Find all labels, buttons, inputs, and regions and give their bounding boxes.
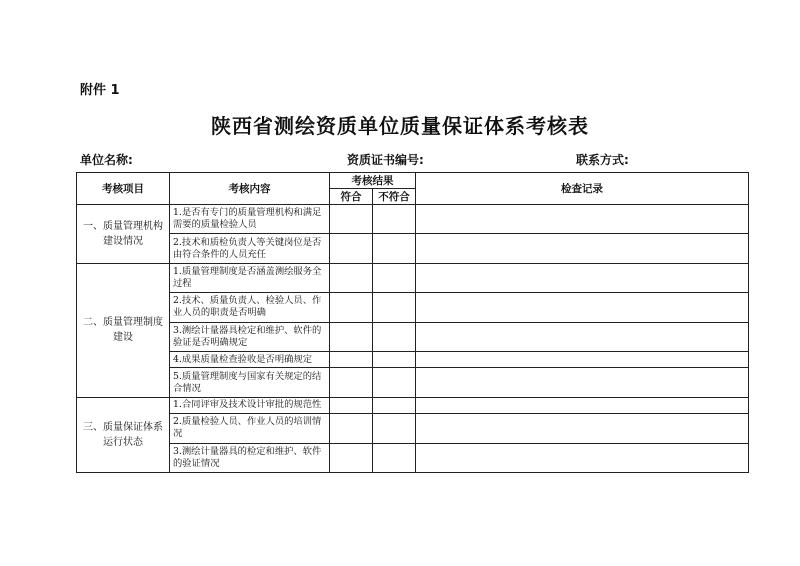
table-row xyxy=(77,293,749,322)
table-row xyxy=(77,397,749,413)
table-row xyxy=(77,322,749,351)
criterion-text: 2.技术和质检负责人等关键岗位是否由符合条件的人员充任 xyxy=(170,234,330,263)
table-row xyxy=(77,368,749,397)
pass-cell[interactable] xyxy=(330,368,373,397)
pass-cell[interactable] xyxy=(330,205,373,234)
fail-cell[interactable] xyxy=(373,263,416,292)
header-result: 考核结果 xyxy=(330,173,416,189)
header-content: 考核内容 xyxy=(170,173,330,205)
fail-cell[interactable] xyxy=(373,234,416,263)
table-row xyxy=(77,414,749,443)
fail-cell[interactable] xyxy=(373,322,416,351)
header-item: 考核项目 xyxy=(77,173,170,205)
fail-cell[interactable] xyxy=(373,397,416,413)
pass-cell[interactable] xyxy=(330,234,373,263)
pass-cell[interactable] xyxy=(330,263,373,292)
annex-label: 附件 1 xyxy=(80,83,120,98)
section-label: 二、质量管理制度建设 xyxy=(77,263,170,397)
criterion-text: 5.质量管理制度与国家有关规定的结合情况 xyxy=(170,368,330,397)
record-cell[interactable] xyxy=(416,368,749,397)
header-record: 检查记录 xyxy=(416,173,749,205)
criterion-text: 1.质量管理制度是否涵盖测绘服务全过程 xyxy=(170,263,330,292)
fail-cell[interactable] xyxy=(373,414,416,443)
fail-cell[interactable] xyxy=(373,205,416,234)
record-cell[interactable] xyxy=(416,414,749,443)
section-label: 三、质量保证体系运行状态 xyxy=(77,397,170,472)
pass-cell[interactable] xyxy=(330,414,373,443)
criterion-text: 2.技术、质量负责人、检验人员、作业人员的职责是否明确 xyxy=(170,293,330,322)
page-title: 陕西省测绘资质单位质量保证体系考核表 xyxy=(211,114,589,138)
record-cell[interactable] xyxy=(416,322,749,351)
record-cell[interactable] xyxy=(416,263,749,292)
table-row xyxy=(77,205,749,234)
record-cell[interactable] xyxy=(416,205,749,234)
record-cell[interactable] xyxy=(416,443,749,473)
table-row xyxy=(77,443,749,473)
record-cell[interactable] xyxy=(416,397,749,413)
cert-no-label: 资质证书编号: xyxy=(347,153,424,167)
fail-cell[interactable] xyxy=(373,352,416,368)
criterion-text: 2.质量检验人员、作业人员的培训情况 xyxy=(170,414,330,443)
fail-cell[interactable] xyxy=(373,293,416,322)
table-row xyxy=(77,352,749,368)
criterion-text: 3.测绘计量器具检定和维护、软件的验证是否明确规定 xyxy=(170,322,330,351)
record-cell[interactable] xyxy=(416,352,749,368)
pass-cell[interactable] xyxy=(330,293,373,322)
record-cell[interactable] xyxy=(416,293,749,322)
record-cell[interactable] xyxy=(416,234,749,263)
criterion-text: 3.测绘计量器具的检定和维护、软件的验证情况 xyxy=(170,443,330,473)
pass-cell[interactable] xyxy=(330,397,373,413)
fail-cell[interactable] xyxy=(373,368,416,397)
pass-cell[interactable] xyxy=(330,352,373,368)
contact-label: 联系方式: xyxy=(576,153,629,167)
criterion-text: 1.合同评审及技术设计审批的规范性 xyxy=(170,397,330,413)
fail-cell[interactable] xyxy=(373,443,416,473)
assessment-table xyxy=(76,172,749,473)
table-row xyxy=(77,263,749,292)
criterion-text: 4.成果质量检查验收是否明确规定 xyxy=(170,352,330,368)
table-row xyxy=(77,234,749,263)
unit-name-label: 单位名称: xyxy=(80,153,133,167)
pass-cell[interactable] xyxy=(330,322,373,351)
header-pass: 符合 xyxy=(330,189,373,205)
pass-cell[interactable] xyxy=(330,443,373,473)
criterion-text: 1.是否有专门的质量管理机构和满足需要的质量检验人员 xyxy=(170,205,330,234)
header-fail: 不符合 xyxy=(373,189,416,205)
section-label: 一、质量管理机构建设情况 xyxy=(77,205,170,264)
